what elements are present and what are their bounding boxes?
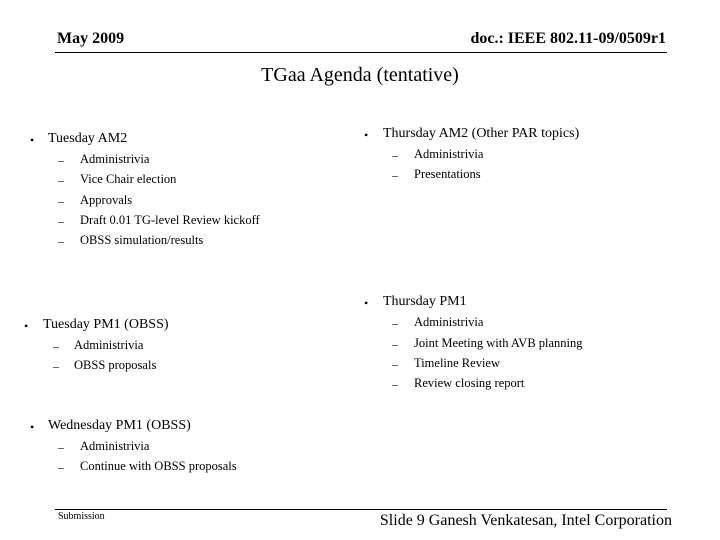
bullet-icon: • — [30, 420, 35, 434]
list-item: Approvals — [80, 193, 133, 207]
dash-icon: – — [392, 316, 398, 330]
list-item: Administrivia — [414, 315, 484, 329]
bullet-icon: • — [24, 319, 29, 333]
slide-title: TGaa Agenda (tentative) — [261, 64, 459, 86]
section-heading-tuesday-pm1: Tuesday PM1 (OBSS) — [43, 317, 169, 332]
header-doc-id: doc.: IEEE 802.11-09/0509r1 — [470, 30, 666, 47]
dash-icon: – — [58, 234, 64, 248]
dash-icon: – — [58, 440, 64, 454]
list-item: Vice Chair election — [80, 172, 177, 186]
dash-icon: – — [392, 357, 398, 371]
dash-icon: – — [58, 214, 64, 228]
bullet-icon: • — [364, 128, 369, 142]
list-item: OBSS proposals — [74, 358, 157, 372]
list-item: Draft 0.01 TG-level Review kickoff — [80, 213, 260, 227]
dash-icon: – — [58, 194, 64, 208]
list-item: Presentations — [414, 167, 481, 181]
list-item: Review closing report — [414, 376, 525, 390]
header-rule — [55, 52, 667, 53]
dash-icon: – — [392, 377, 398, 391]
section-heading-thursday-pm1: Thursday PM1 — [383, 294, 467, 309]
list-item: Administrivia — [414, 147, 484, 161]
dash-icon: – — [392, 148, 398, 162]
list-item: Administrivia — [74, 338, 144, 352]
list-item: OBSS simulation/results — [80, 233, 204, 247]
dash-icon: – — [58, 153, 64, 167]
list-item: Administrivia — [80, 439, 150, 453]
dash-icon: – — [392, 337, 398, 351]
header-date: May 2009 — [57, 30, 125, 47]
section-heading-tuesday-am2: Tuesday AM2 — [48, 131, 128, 146]
bullet-icon: • — [30, 133, 35, 147]
dash-icon: – — [53, 339, 59, 353]
dash-icon: – — [58, 173, 64, 187]
section-heading-wednesday-pm1: Wednesday PM1 (OBSS) — [48, 418, 191, 433]
dash-icon: – — [58, 460, 64, 474]
list-item: Timeline Review — [414, 356, 500, 370]
dash-icon: – — [53, 359, 59, 373]
section-heading-thursday-am2: Thursday AM2 (Other PAR topics) — [383, 126, 580, 141]
footer-submission: Submission — [58, 511, 105, 522]
footer-slide-info: Slide 9 Ganesh Venkatesan, Intel Corporation — [379, 512, 672, 529]
list-item: Continue with OBSS proposals — [80, 459, 237, 473]
list-item: Joint Meeting with AVB planning — [414, 336, 583, 350]
bullet-icon: • — [364, 296, 369, 310]
list-item: Administrivia — [80, 152, 150, 166]
dash-icon: – — [392, 168, 398, 182]
footer-rule — [55, 509, 667, 510]
